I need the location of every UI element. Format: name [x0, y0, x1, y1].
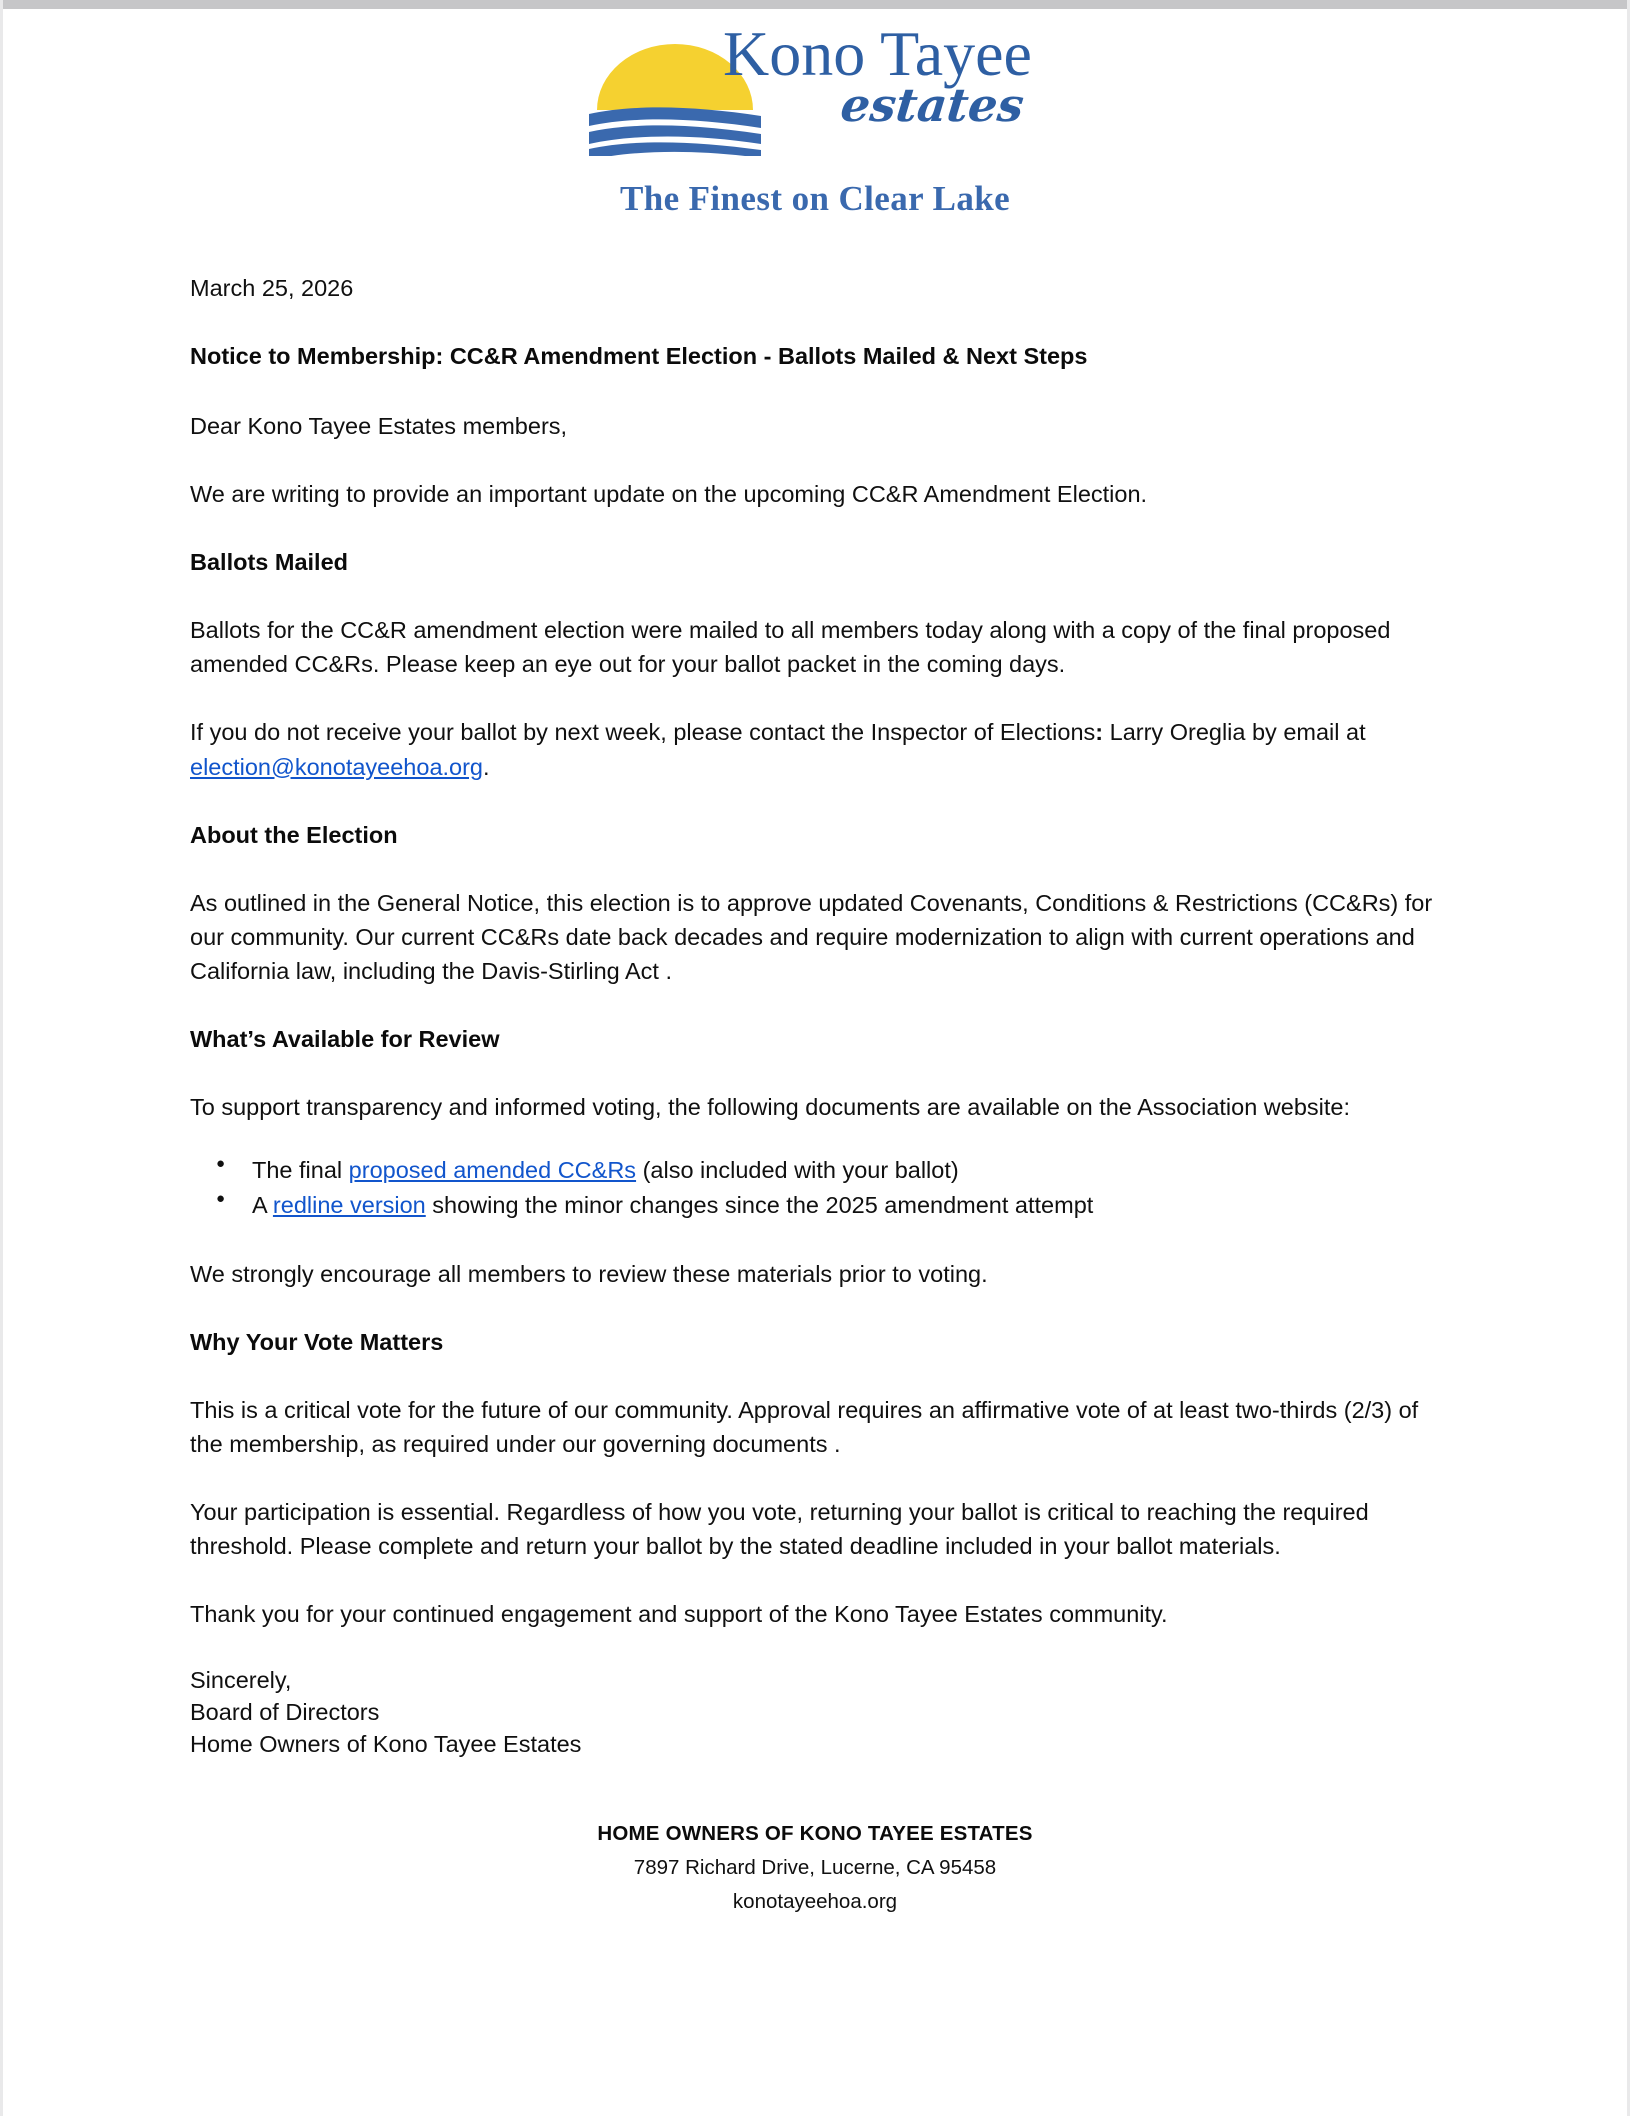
- logo: [585, 18, 1045, 173]
- page-left-edge: [0, 0, 3, 2116]
- signature-org: Home Owners of Kono Tayee Estates: [190, 1730, 582, 1757]
- list-item-suffix: showing the minor changes since the 2025 amendment attempt: [425, 1192, 1094, 1219]
- para-inspector-text: If you do not receive your ballot by next week, please contact the Inspector of Elections: [190, 719, 1096, 746]
- signature-board: Board of Directors: [190, 1698, 380, 1725]
- redline-version-link[interactable]: redline version: [272, 1192, 426, 1219]
- para-available-review-2: We strongly encourage all members to review these materials prior to voting.: [190, 1260, 988, 1287]
- para-ballots-mailed-1: Ballots for the CC&R amendment election were mailed to all members today along with a copy of the final proposed amended CC&Rs. Please keep an eye out for your ballot packet in the coming days.: [190, 617, 1391, 678]
- list-item-prefix: The final: [252, 1156, 349, 1183]
- logo-wordmark: [723, 18, 1053, 162]
- list-item-prefix: A: [252, 1192, 273, 1219]
- logo-wordmark-script: estates: [838, 78, 1027, 132]
- para-why-vote-2: Your participation is essential. Regardless of how you vote, returning your ballot is critical to reaching the required threshold. Please complete and return your ballot by the stated deadline included in your ballot materials.: [190, 1498, 1369, 1559]
- signature-closing: Sincerely,: [190, 1667, 292, 1694]
- logo-tagline: The Finest on Clear Lake: [619, 179, 1011, 218]
- footer-address: 7897 Richard Drive, Lucerne, CA 95458: [633, 1856, 997, 1880]
- para-available-review-1: To support transparency and informed voting, the following documents are available on the Association website:: [190, 1093, 1351, 1120]
- heading-about-election: About the Election: [190, 821, 398, 848]
- list-item-suffix: (also included with your ballot): [636, 1156, 959, 1183]
- list-item: [252, 1154, 1440, 1187]
- para-inspector-colon: :: [1095, 719, 1104, 746]
- letter-body: [0, 271, 1630, 1914]
- letter-date: March 25, 2026: [190, 275, 354, 301]
- heading-why-vote-matters: Why Your Vote Matters: [190, 1328, 444, 1355]
- document-list: [190, 1154, 1440, 1223]
- para-inspector-period: .: [483, 753, 490, 780]
- footer-website: konotayeehoa.org: [732, 1890, 898, 1914]
- election-email-link[interactable]: election@konotayeehoa.org: [190, 753, 484, 780]
- heading-available-for-review: What’s Available for Review: [190, 1025, 500, 1052]
- para-why-vote-1: This is a critical vote for the future of our community. Approval requires an affirmative vote of at least two-thirds (2/3) of the membership, as required under our governing documents .: [190, 1396, 1419, 1457]
- para-about-election-1: As outlined in the General Notice, this election is to approve updated Covenants, Conditions & Restrictions (CC&Rs) for our community. Our current CC&Rs date back decades and require modernization to align with current operations and California law, including the Davis-Stirling Act .: [190, 889, 1433, 984]
- proposed-amended-ccrs-link[interactable]: proposed amended CC&Rs: [348, 1156, 637, 1183]
- letter-salutation: Dear Kono Tayee Estates members,: [190, 413, 568, 440]
- heading-ballots-mailed: Ballots Mailed: [190, 549, 349, 576]
- footer-organization: HOME OWNERS OF KONO TAYEE ESTATES: [597, 1822, 1033, 1846]
- para-why-vote-3: Thank you for your continued engagement and support of the Kono Tayee Estates community.: [190, 1601, 1168, 1628]
- page-top-edge: [0, 0, 1630, 9]
- letter-intro: We are writing to provide an important update on the upcoming CC&R Amendment Election.: [190, 481, 1148, 508]
- signature-block: [190, 1665, 1440, 1760]
- para-inspector-name: Larry Oreglia by email at: [1103, 719, 1366, 746]
- letterhead: [0, 0, 1630, 219]
- list-item: [252, 1189, 1440, 1222]
- para-ballots-mailed-2: [190, 715, 1440, 783]
- letter-subject: Notice to Membership: CC&R Amendment Election - Ballots Mailed & Next Steps: [190, 343, 1088, 370]
- page-footer: [190, 1822, 1440, 1914]
- logo-wordmark-primary: Kono Tayee: [723, 18, 1032, 89]
